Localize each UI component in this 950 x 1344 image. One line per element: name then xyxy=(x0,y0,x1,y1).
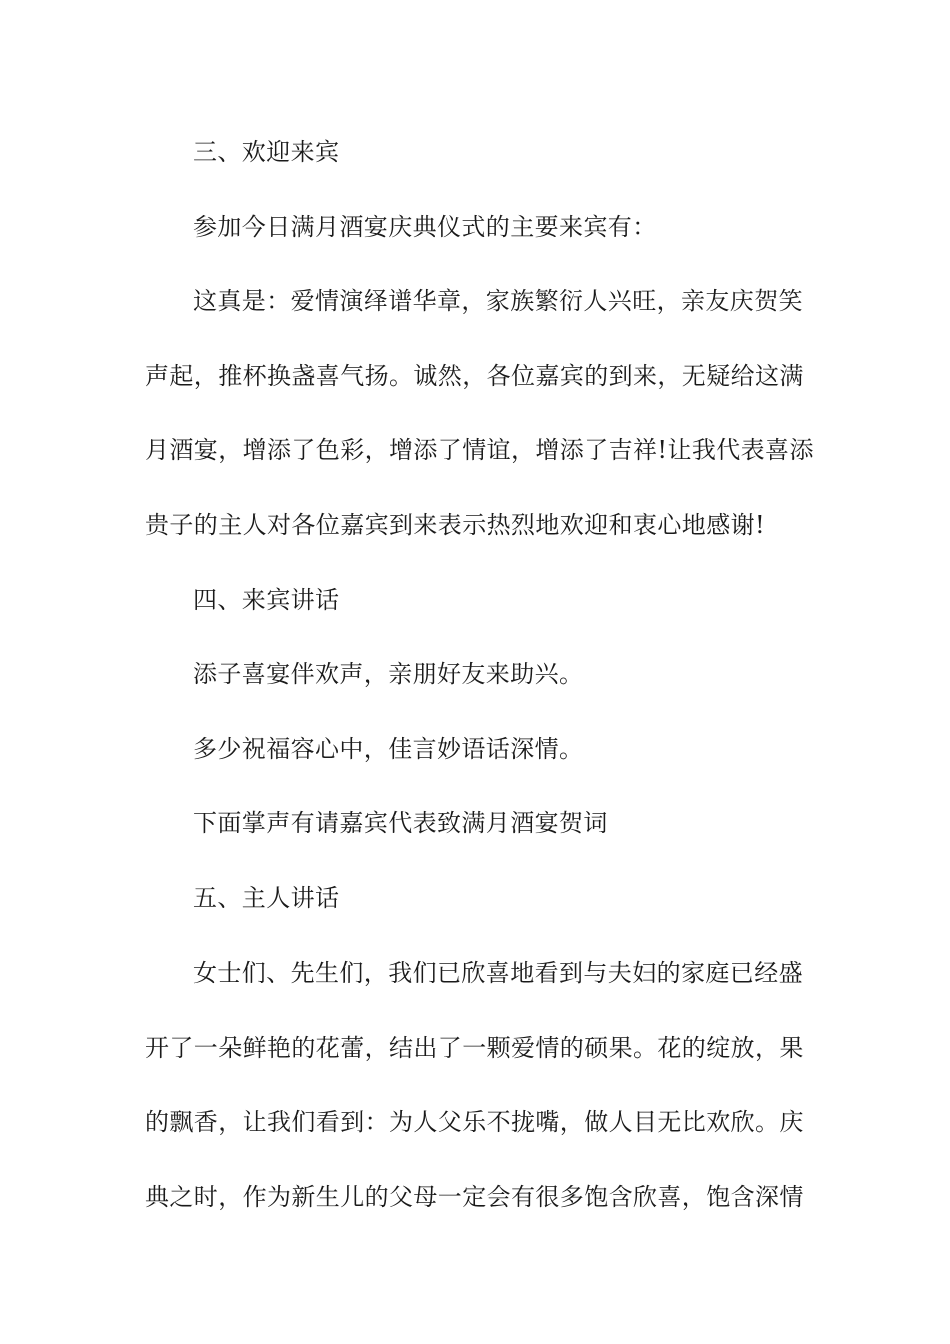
section-heading-host-speech: 五、主人讲话 xyxy=(193,884,340,912)
paragraph-verse-line-1: 添子喜宴伴欢声，亲朋好友来助兴。 xyxy=(193,660,584,688)
paragraph-invite-guest-rep: 下面掌声有请嘉宾代表致满月酒宴贺词 xyxy=(193,809,608,837)
paragraph-verse-line-2: 多少祝福容心中，佳言妙语话深情。 xyxy=(193,735,584,763)
paragraph-host-speech: 女士们、先生们，我们已欣喜地看到与夫妇的家庭已经盛开了一朵鲜艳的花蕾，结出了一颗爱情的硕果。花的绽放，果的飘香，让我们看到：为人父乐不拢嘴，做人目无比欢欣。庆典之时，作为新生儿的父母一定会有很多饱含欣喜，饱含深情 xyxy=(145,959,804,1211)
section-heading-guest-speech: 四、来宾讲话 xyxy=(193,586,340,614)
paragraph-main-guests: 参加今日满月酒宴庆典仪式的主要来宾有： xyxy=(193,213,657,241)
section-heading-welcome-guests: 三、欢迎来宾 xyxy=(193,138,340,166)
paragraph-welcome-speech: 这真是：爱情演绎谱华章，家族繁衍人兴旺，亲友庆贺笑声起，推杯换盏喜气扬。诚然，各位嘉宾的到来，无疑给这满月酒宴，增添了色彩，增添了情谊，增添了吉祥!让我代表喜添贵子的主人对各位嘉宾到来表示热烈地欢迎和衷心地感谢! xyxy=(145,287,814,539)
